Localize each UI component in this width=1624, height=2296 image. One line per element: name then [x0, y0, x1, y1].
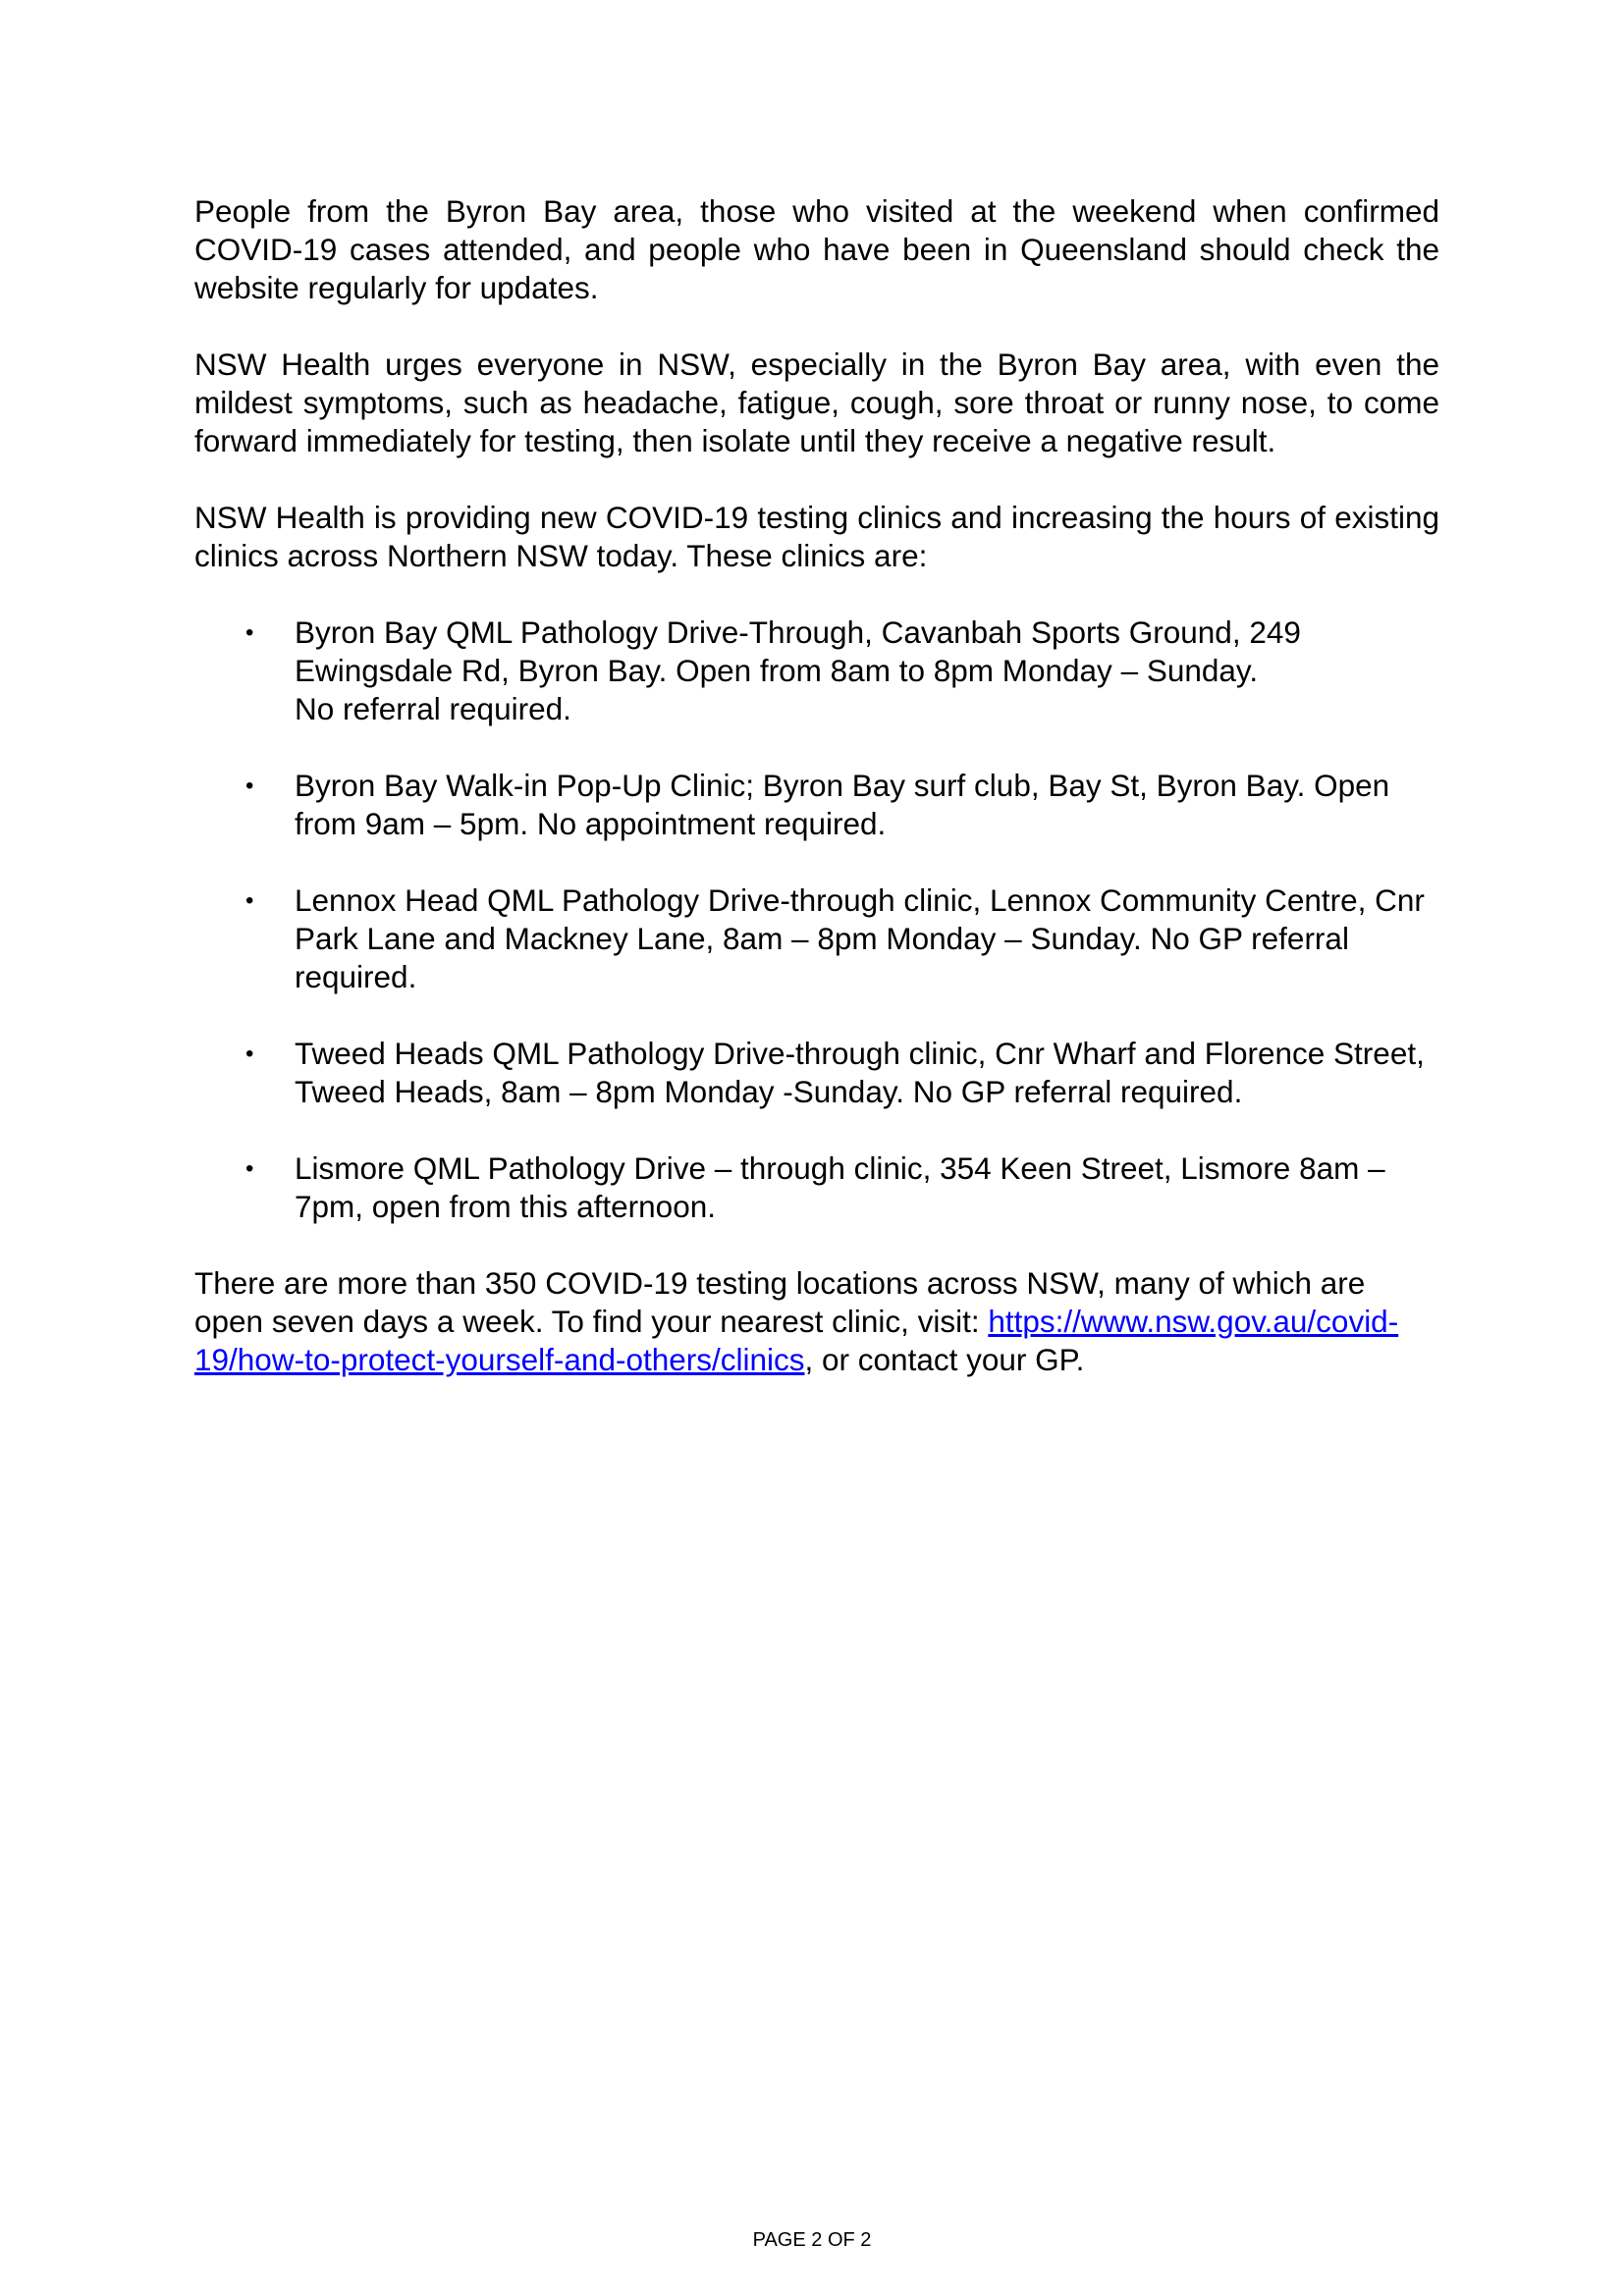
bullet-icon: •	[245, 773, 254, 799]
clinic-description: Lennox Head QML Pathology Drive-through clinic, Lennox Community Centre, Cnr Park Lane and Mackney Lane, 8am – 8pm Monday – Sunday. No GP referral required.	[295, 882, 1425, 994]
contact-gp-text: , or contact your GP.	[804, 1342, 1085, 1377]
clinic-list	[194, 614, 1439, 1226]
clinic-description: Tweed Heads QML Pathology Drive-through clinic, Cnr Wharf and Florence Street, Tweed Heads, 8am – 8pm Monday -Sunday. No GP referral required.	[295, 1036, 1425, 1109]
paragraph-testing-urge: NSW Health urges everyone in NSW, especially in the Byron Bay area, with even the mildest symptoms, such as headache, fatigue, cough, sore throat or runny nose, to come forward immediately for testing, then isolate until they receive a negative result.	[194, 347, 1439, 458]
paragraph-byron-bay-updates: People from the Byron Bay area, those who visited at the weekend when confirmed COVID-19 cases attended, and people who have been in Queensland should check the website regularly for updates.	[194, 193, 1439, 305]
bullet-icon: •	[245, 619, 254, 646]
page-number-footer: PAGE 2 OF 2	[752, 2229, 872, 2251]
clinic-description	[295, 614, 1439, 728]
clinic-item-byron-bay-drive-through	[194, 614, 1439, 728]
testing-locations-text: There are more than 350 COVID-19 testing locations across NSW, many of which are open seven days a week. To find your nearest clinic, visit:	[194, 1265, 1366, 1339]
clinic-description-line: No referral required.	[295, 691, 571, 726]
clinic-description-line: Byron Bay QML Pathology Drive-Through, Cavanbah Sports Ground, 249 Ewingsdale Rd, Byron Bay. Open from 8am to 8pm Monday – Sunday.	[295, 614, 1301, 688]
clinic-item-lennox-head	[194, 881, 1439, 996]
clinic-item-tweed-heads	[194, 1035, 1439, 1111]
clinic-item-byron-bay-walk-in	[194, 767, 1439, 843]
bullet-icon: •	[245, 887, 254, 914]
paragraph-testing-locations	[194, 1264, 1439, 1379]
clinic-item-lismore	[194, 1149, 1439, 1226]
bullet-icon: •	[245, 1041, 254, 1067]
clinics-link[interactable]: https://www.nsw.gov.au/covid-19/how-to-protect-yourself-and-others/clinics	[194, 1304, 1399, 1377]
clinic-description: Byron Bay Walk-in Pop-Up Clinic; Byron Bay surf club, Bay St, Byron Bay. Open from 9am – 5pm. No appointment required.	[295, 768, 1390, 841]
bullet-icon: •	[245, 1155, 254, 1182]
paragraph-clinics-intro: NSW Health is providing new COVID-19 testing clinics and increasing the hours of existing clinics across Northern NSW today. These clinics are:	[194, 500, 1439, 573]
clinic-description: Lismore QML Pathology Drive – through clinic, 354 Keen Street, Lismore 8am – 7pm, open from this afternoon.	[295, 1150, 1385, 1224]
document-body	[194, 192, 1439, 1417]
